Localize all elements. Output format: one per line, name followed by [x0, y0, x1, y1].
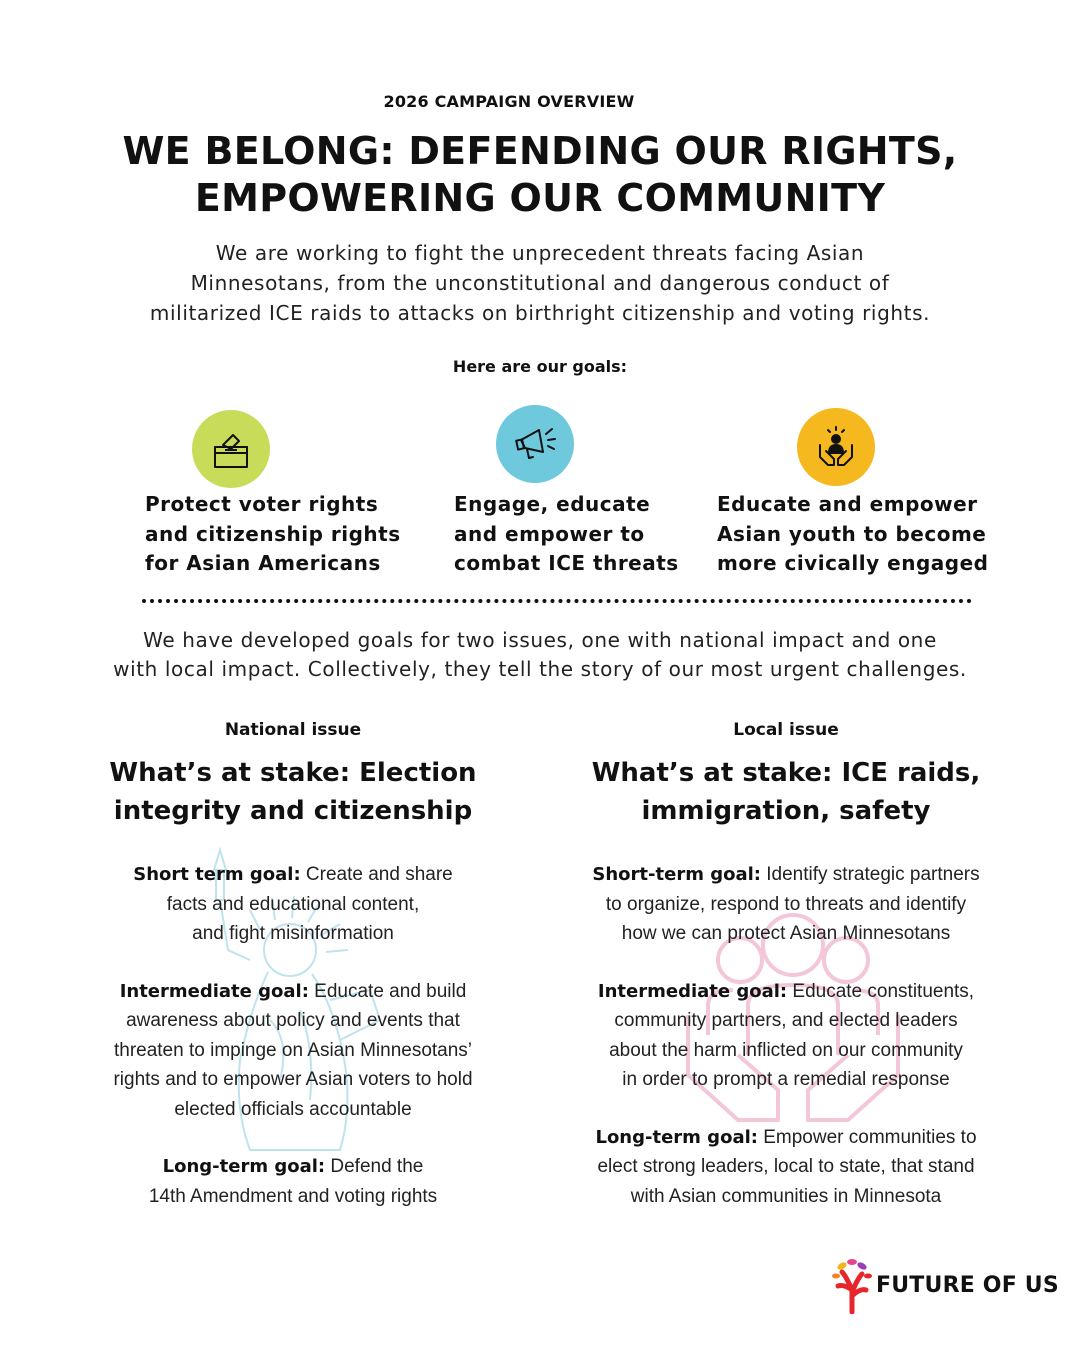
goal-line: for Asian Americans [145, 551, 381, 575]
goal-line: and empower to [454, 521, 645, 546]
national-stake-heading [68, 754, 518, 830]
goal-text: elect strong leaders, local to state, that stand [597, 1156, 975, 1177]
local-short-term-goal [548, 860, 1024, 949]
goal-label: Short-term goal: [592, 864, 761, 885]
goal-text: about the harm inflicted on our community [609, 1039, 963, 1061]
goal-text: Educate and build [308, 980, 467, 1002]
goal-line: Asian youth to become [717, 521, 987, 546]
national-issue-label: National issue [224, 720, 362, 740]
goal-text-youth [717, 490, 988, 579]
goal-text: how we can protect Asian Minnesotans [621, 923, 951, 944]
goal-text: facts and educational content, [166, 893, 420, 915]
goal-line: Educate and empower [717, 492, 978, 516]
goal-line: more civically engaged [717, 551, 989, 575]
goal-label: Intermediate goal: [119, 980, 309, 1002]
youth-hands-icon [797, 408, 875, 486]
goal-text: threaten to impinge on Asian Minnesotans’ [113, 1039, 473, 1061]
tree-logo-icon [832, 1256, 872, 1314]
goal-text: in order to prompt a remedial response [622, 1069, 950, 1090]
goal-label: Long-term goal: [595, 1126, 758, 1148]
future-of-us-logo [832, 1256, 1059, 1314]
goal-text: Create and share [300, 864, 453, 885]
brand-name: FUTURE OF US [876, 1272, 1059, 1298]
goal-text: elected officials accountable [174, 1098, 412, 1120]
goal-line: Engage, educate [454, 492, 651, 516]
summary-paragraph [60, 626, 1020, 684]
national-long-term-goal [68, 1152, 518, 1211]
dotted-divider [142, 599, 972, 603]
intro-line: Minnesotans, from the unconstitutional and dangerous conduct of [190, 271, 890, 295]
goal-line: and citizenship rights [145, 521, 401, 546]
goal-line: combat ICE threats [454, 551, 679, 575]
local-stake-heading [548, 754, 1024, 830]
goal-text: rights and to empower Asian voters to hold [113, 1069, 473, 1090]
national-short-term-goal [68, 860, 518, 949]
ballot-box-icon [192, 410, 270, 488]
intro-paragraph [90, 238, 990, 328]
goal-text: Defend the [325, 1156, 424, 1177]
goal-text: to organize, respond to threats and identify [605, 893, 967, 915]
stake-line: immigration, safety [641, 796, 931, 826]
goal-label: Long-term goal: [162, 1156, 326, 1177]
goal-text: Identify strategic partners [760, 864, 980, 885]
intro-line: militarized ICE raids to attacks on birthright citizenship and voting rights. [149, 301, 931, 325]
local-long-term-goal [548, 1123, 1024, 1212]
goals-heading: Here are our goals: [452, 357, 628, 376]
megaphone-icon [496, 405, 574, 483]
page-title [0, 128, 1080, 222]
goal-text: community partners, and elected leaders [614, 1010, 958, 1031]
local-issue-label: Local issue [733, 720, 839, 740]
national-intermediate-goal [68, 977, 518, 1125]
goal-text: 14th Amendment and voting rights [148, 1185, 438, 1207]
title-line: WE BELONG: DEFENDING OUR RIGHTS, [122, 129, 958, 173]
goal-text: with Asian communities in Minnesota [630, 1185, 942, 1207]
stake-line: What’s at stake: Election [109, 758, 477, 788]
summary-line: with local impact. Collectively, they tell the story of our most urgent challenges. [113, 657, 967, 681]
goal-label: Intermediate goal: [597, 980, 788, 1002]
summary-line: We have developed goals for two issues, one with national impact and one [143, 628, 937, 652]
goal-text: awareness about policy and events that [126, 1010, 460, 1031]
local-intermediate-goal [548, 977, 1024, 1095]
goal-text-ice-threats [454, 490, 679, 579]
stake-line: integrity and citizenship [113, 796, 473, 826]
goal-text: Educate constituents, [787, 980, 975, 1002]
goal-line: Protect voter rights [145, 492, 379, 516]
local-issue-column [548, 720, 1024, 1239]
intro-line: We are working to fight the unprecedent threats facing Asian [215, 241, 865, 265]
stake-line: What’s at stake: ICE raids, [591, 758, 981, 788]
eyebrow-label: 2026 CAMPAIGN OVERVIEW [383, 92, 635, 111]
goal-text: and fight misinformation [192, 923, 394, 944]
title-line: EMPOWERING OUR COMMUNITY [194, 176, 886, 220]
goal-text-voter-rights [145, 490, 401, 579]
national-issue-column [68, 720, 518, 1239]
goal-label: Short term goal: [133, 864, 301, 885]
goal-text: Empower communities to [757, 1126, 977, 1148]
